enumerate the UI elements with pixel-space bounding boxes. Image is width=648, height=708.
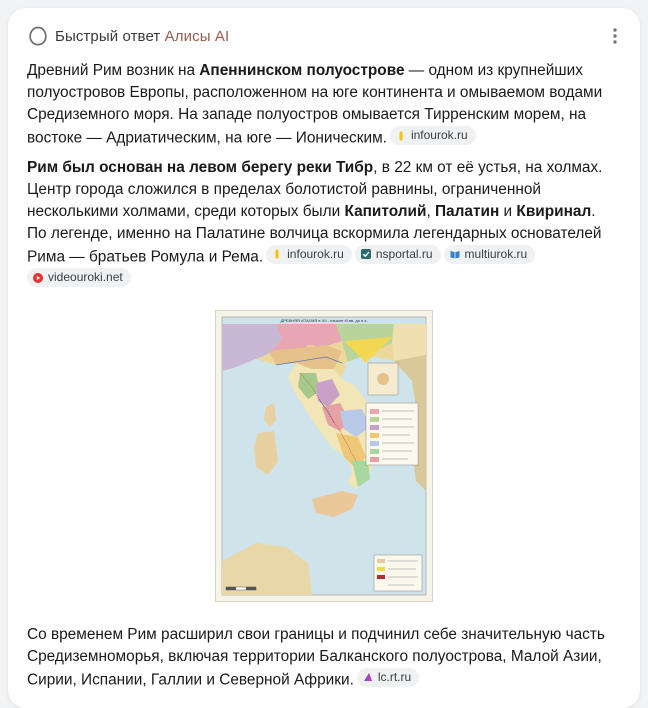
answer-header <box>27 23 626 49</box>
source-label: multiurok.ru <box>464 246 528 261</box>
answer-card <box>8 8 640 708</box>
header-title-accent: Алисы AI <box>164 27 230 45</box>
more-options-button[interactable] <box>604 25 626 47</box>
source-chip-infourok[interactable] <box>390 126 476 145</box>
text: Древний Рим возник на <box>27 62 200 79</box>
header-title-prefix: Быстрый ответ <box>55 27 161 45</box>
paragraph-foundation <box>27 157 605 292</box>
paragraph-geography <box>27 60 605 150</box>
paragraph-expansion <box>27 624 605 692</box>
nsportal-check-icon <box>361 249 371 259</box>
source-label: lc.rt.ru <box>377 669 412 684</box>
header-title <box>55 28 229 45</box>
text: . По легенде, именно на Палатине волчица вскормила легендарных основателей Рима — братьев Ромула и Рема. <box>27 202 602 265</box>
source-label: infourok.ru <box>410 128 468 142</box>
bold-text: Капитолий <box>344 202 427 220</box>
source-chip-nsportal[interactable] <box>355 245 441 264</box>
source-label: infourok.ru <box>287 246 344 261</box>
bold-text: Палатин <box>435 202 500 220</box>
text: — одном из крупнейших полуостровов Европы, расположенном на юге континента и омываемом водами Средиземного моря. На западе полуостров омывается Тирренским морем, на востоке — Адриатическим, на юге — Ионическим. <box>27 62 603 147</box>
answer-content <box>27 60 605 698</box>
videouroki-play-icon <box>33 273 43 283</box>
ancient-italy-map-image[interactable] <box>215 310 433 602</box>
multiurok-book-icon <box>450 249 460 259</box>
source-chip-videouroki[interactable] <box>27 268 131 287</box>
lcrt-icon <box>363 672 373 682</box>
infourok-icon <box>396 131 406 141</box>
bold-text: Апеннинском полуострове <box>199 62 405 79</box>
alice-ring-icon <box>27 25 49 47</box>
bold-text: Квиринал <box>516 202 592 220</box>
text: , в 22 км от её устья, на холмах. Центр города сложился в пределах болотистой равнины, ограниченной несколькими холмами, среди которых были <box>27 158 603 220</box>
map-title: ДРЕВНЯЯ ИТАЛИЯ в VII - начале III вв. до н.э. <box>280 317 368 323</box>
map-illustration <box>216 311 432 601</box>
infourok-icon <box>272 249 282 259</box>
source-chip-lcrt[interactable] <box>357 668 419 687</box>
source-chip-multiurok[interactable] <box>444 245 536 264</box>
vertical-dots-icon <box>613 28 617 44</box>
text: и <box>499 202 517 220</box>
source-label: videouroki.net <box>48 270 123 284</box>
text: Со временем Рим расширил свои границы и подчинил себе значительную часть Средиземноморья, включая территории Балканского полуострова, Малой Азии, Сирии, Испании, Галлии и Северной Африки. <box>27 625 605 688</box>
source-label: nsportal.ru <box>375 246 433 261</box>
bold-text: Рим был основан на левом берегу реки Тибр <box>27 158 374 176</box>
source-chip-infourok[interactable] <box>266 245 352 264</box>
text: , <box>426 202 435 220</box>
